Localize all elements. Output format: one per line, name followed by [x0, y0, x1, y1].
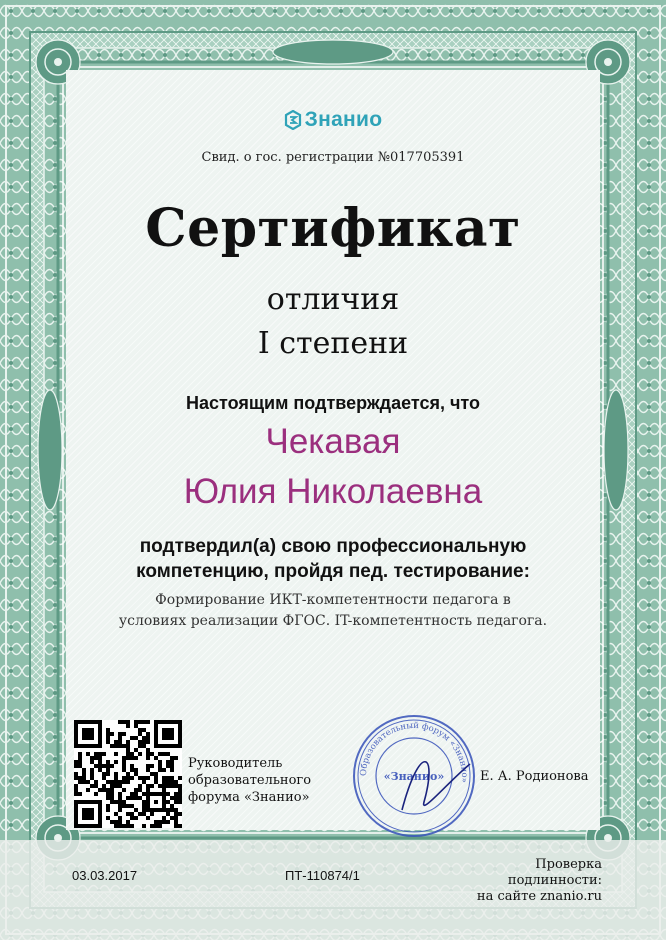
role-line-3: форума «Знанио» — [188, 790, 310, 805]
verify-line-2: подлинности: — [507, 873, 602, 888]
recipient-given-names: Юлия Николаевна — [183, 472, 483, 511]
certificate-number: ПТ-110874/1 — [285, 868, 360, 883]
signatory-role — [188, 755, 311, 806]
certificate-title: Сертификат — [145, 198, 521, 259]
stamp-outer-text: Образовательный форум «Знанио» — [358, 720, 470, 784]
registration-number: Свид. о гос. регистрации №017705391 — [201, 150, 465, 165]
verify-line-1: Проверка — [535, 857, 602, 872]
brand-name: Знанио — [304, 108, 383, 131]
verify-line-3[interactable]: на сайте znanio.ru — [476, 889, 602, 904]
role-line-1: Руководитель — [188, 756, 283, 771]
course-title — [0, 590, 666, 632]
signatory-name: Е. А. Родионова — [480, 769, 589, 784]
role-line-2: образовательного — [188, 773, 312, 788]
znanio-logo-icon — [284, 110, 302, 130]
verification-note — [477, 857, 602, 905]
confirm-text: Настоящим подтверждается, что — [186, 393, 480, 413]
course-line-1: Формирование ИКТ-компетентности педагога в — [155, 592, 511, 608]
qr-code[interactable] — [74, 720, 182, 828]
recipient-surname: Чекавая — [265, 422, 401, 461]
stamp-center-text: «Знанио» — [383, 770, 445, 783]
issue-date: 03.03.2017 — [72, 868, 138, 883]
certificate-subtitle-2: I степени — [257, 326, 409, 361]
achievement-text — [0, 534, 666, 584]
certificate-subtitle-1: отличия — [266, 282, 400, 317]
official-stamp — [350, 712, 478, 840]
brand-logo — [0, 108, 666, 132]
achievement-line-2: компетенцию, пройдя пед. тестирование: — [136, 561, 530, 582]
achievement-line-1: подтвердил(а) свою профессиональную — [139, 536, 527, 557]
course-line-2: условиях реализации ФГОС. IT-компетентность педагога. — [118, 613, 548, 629]
